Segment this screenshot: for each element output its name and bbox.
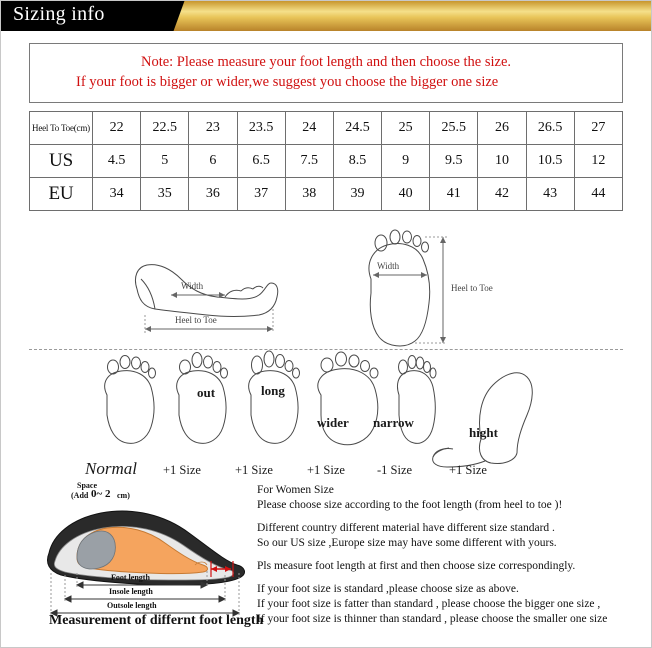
foot-type-size-long: +1 Size xyxy=(235,463,273,477)
side-view-width-label: Width xyxy=(181,281,204,291)
cell: 4.5 xyxy=(93,145,141,178)
size-chart-table xyxy=(29,111,623,211)
cell: 9 xyxy=(382,145,430,178)
cell: 25 xyxy=(382,112,430,145)
info-line: So our US size ,Europe size may have some different with yours. xyxy=(257,537,557,549)
cell: 23.5 xyxy=(237,112,285,145)
row-header-heel-to-toe: Heel To Toe(cm) xyxy=(30,112,93,145)
spacer xyxy=(257,574,639,582)
note-box xyxy=(29,43,623,103)
row-header-eu: EU xyxy=(30,178,93,211)
foot-type-label-long: long xyxy=(261,383,285,398)
cell: 7.5 xyxy=(285,145,333,178)
cell: 37 xyxy=(237,178,285,211)
foot-type-size-hight: +1 Size xyxy=(449,463,487,477)
space-unit-label: cm) xyxy=(117,491,130,500)
top-view-width-label: Width xyxy=(377,261,400,271)
cell: 10.5 xyxy=(526,145,574,178)
measurement-caption: Measurement of differnt foot length xyxy=(49,613,264,628)
cell: 10 xyxy=(478,145,526,178)
info-line: If your foot size is thinner than standard , please choose the smaller one size xyxy=(257,613,608,625)
foot-type-size-narrow: -1 Size xyxy=(377,463,413,477)
cell: 24 xyxy=(285,112,333,145)
cell: 12 xyxy=(574,145,622,178)
foot-measurement-diagrams xyxy=(29,217,623,477)
foot-type-label-wider: wider xyxy=(317,415,349,430)
outsole-length-label: Outsole length xyxy=(107,601,157,610)
space-add-label: (Add xyxy=(71,491,89,500)
page-title: Sizing info xyxy=(13,3,105,25)
cell: 35 xyxy=(141,178,189,211)
spacer xyxy=(257,513,639,521)
cell: 42 xyxy=(478,178,526,211)
cell: 25.5 xyxy=(430,112,478,145)
cell: 39 xyxy=(333,178,381,211)
foot-length-label: Foot length xyxy=(111,573,150,582)
cell: 8.5 xyxy=(333,145,381,178)
spacer xyxy=(257,551,639,559)
cell: 5 xyxy=(141,145,189,178)
shoe-measurement-diagram xyxy=(25,481,253,621)
section-divider-top xyxy=(29,349,623,350)
cell: 36 xyxy=(189,178,237,211)
cell: 38 xyxy=(285,178,333,211)
table-row xyxy=(30,178,623,211)
insole-length-label: Insole length xyxy=(109,587,153,596)
cell: 6.5 xyxy=(237,145,285,178)
note-line-1: Note: Please measure your foot length and then choose the size. xyxy=(140,54,512,70)
cell: 43 xyxy=(526,178,574,211)
cell: 26 xyxy=(478,112,526,145)
foot-diagrams-svg xyxy=(29,217,625,477)
foot-type-size-out: +1 Size xyxy=(163,463,201,477)
table-row xyxy=(30,112,623,145)
table-row xyxy=(30,145,623,178)
header-gold-stripe xyxy=(161,1,651,31)
foot-type-label-hight: hight xyxy=(469,425,498,440)
shoe-diagram-svg xyxy=(25,481,253,621)
top-view-heel-to-toe-label: Heel to Toe xyxy=(451,283,493,293)
cell: 9.5 xyxy=(430,145,478,178)
cell: 40 xyxy=(382,178,430,211)
info-line: If your foot size is fatter than standard , please choose the bigger one size , xyxy=(257,598,601,610)
row-header-us: US xyxy=(30,145,93,178)
foot-type-size-normal: Normal xyxy=(85,459,137,478)
space-value: 0~ 2 xyxy=(91,488,111,500)
side-view-heel-to-toe-label: Heel to Toe xyxy=(175,315,217,325)
cell: 44 xyxy=(574,178,622,211)
bottom-section xyxy=(13,481,639,631)
header-band xyxy=(1,1,651,31)
note-line-2: If your foot is bigger or wider,we suggest you choose the bigger one size xyxy=(76,74,499,90)
cell: 23 xyxy=(189,112,237,145)
cell: 6 xyxy=(189,145,237,178)
foot-type-label-narrow: narrow xyxy=(373,415,414,430)
foot-type-label-out: out xyxy=(197,385,216,400)
cell: 27 xyxy=(574,112,622,145)
info-line: If your foot size is standard ,please choose size as above. xyxy=(257,583,519,595)
cell: 26.5 xyxy=(526,112,574,145)
cell: 22 xyxy=(93,112,141,145)
size-info-text xyxy=(257,483,639,627)
cell: 41 xyxy=(430,178,478,211)
info-line: Pls measure foot length at first and then choose size correspondingly. xyxy=(257,560,576,572)
info-line: Different country different material have different size standard . xyxy=(257,522,555,534)
cell: 34 xyxy=(93,178,141,211)
foot-type-size-wider: +1 Size xyxy=(307,463,345,477)
cell: 24.5 xyxy=(333,112,381,145)
cell: 22.5 xyxy=(141,112,189,145)
space-label: Space xyxy=(77,481,97,490)
info-line: Please choose size according to the foot length (from heel to toe )! xyxy=(257,499,563,511)
info-title: For Women Size xyxy=(257,484,334,496)
